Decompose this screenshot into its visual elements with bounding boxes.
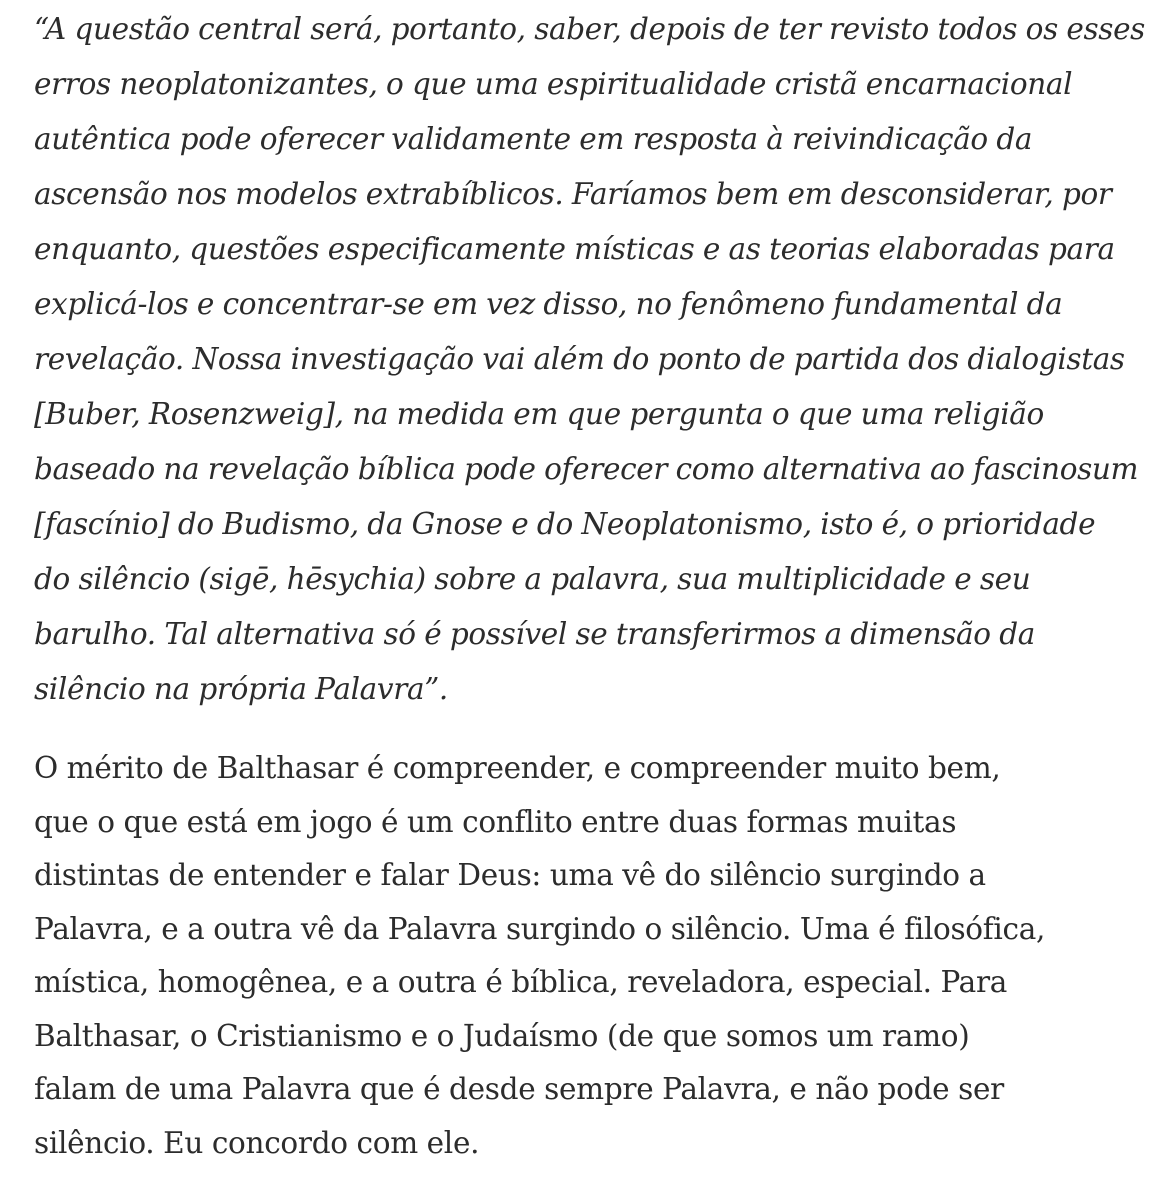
paragraph-line: falam de uma Palavra que é desde sempre Palavra, e não pode ser bbox=[34, 1072, 1004, 1106]
quote-line: silêncio na própria Palavra”. bbox=[34, 672, 448, 706]
paragraph-line: O mérito de Balthasar é compreender, e compreender muito bem, bbox=[34, 751, 1001, 785]
body-paragraph bbox=[34, 742, 1144, 1170]
quote-line: autêntica pode oferecer validamente em resposta à reivindicação da bbox=[34, 122, 1033, 156]
paragraph-line: que o que está em jogo é um conflito entre duas formas muitas bbox=[34, 804, 957, 839]
quote-line: revelação. Nossa investigação vai além do ponto de partida dos dialogistas bbox=[34, 342, 1125, 376]
paragraph-line: Balthasar, o Cristianismo e o Judaísmo (de que somos um ramo) bbox=[34, 1018, 970, 1053]
paragraph-line: distintas de entender e falar Deus: uma vê do silêncio surgindo a bbox=[34, 858, 986, 892]
quote-line: “A questão central será, portanto, saber, depois de ter revisto todos os esses bbox=[34, 12, 1145, 46]
quote-line: [fascínio] do Budismo, da Gnose e do Neoplatonismo, isto é, o prioridade bbox=[34, 507, 1096, 541]
quote-line: barulho. Tal alternativa só é possível se transferirmos a dimensão da bbox=[34, 617, 1035, 651]
quote-line: [Buber, Rosenzweig], na medida em que pergunta o que uma religião bbox=[34, 397, 1044, 431]
block-quote bbox=[34, 0, 1144, 717]
article-body bbox=[34, 0, 1144, 1170]
quote-line: erros neoplatonizantes, o que uma espiritualidade cristã encarnacional bbox=[34, 67, 1073, 101]
quote-line: enquanto, questões especificamente místicas e as teorias elaboradas para bbox=[34, 232, 1115, 266]
quote-line: do silêncio (sigē, hēsychia) sobre a palavra, sua multiplicidade e seu bbox=[34, 562, 1031, 596]
paragraph-line: Palavra, e a outra vê da Palavra surgindo o silêncio. Uma é filosófica, bbox=[34, 911, 1046, 946]
paragraph-line: mística, homogênea, e a outra é bíblica, reveladora, especial. Para bbox=[34, 965, 1008, 999]
quote-line: explicá-los e concentrar-se em vez disso, no fenômeno fundamental da bbox=[34, 287, 1063, 321]
quote-line: ascensão nos modelos extrabíblicos. Faríamos bem em desconsiderar, por bbox=[34, 177, 1112, 211]
quote-line: baseado na revelação bíblica pode oferecer como alternativa ao fascinosum bbox=[34, 452, 1139, 486]
paragraph-line: silêncio. Eu concordo com ele. bbox=[34, 1125, 480, 1160]
